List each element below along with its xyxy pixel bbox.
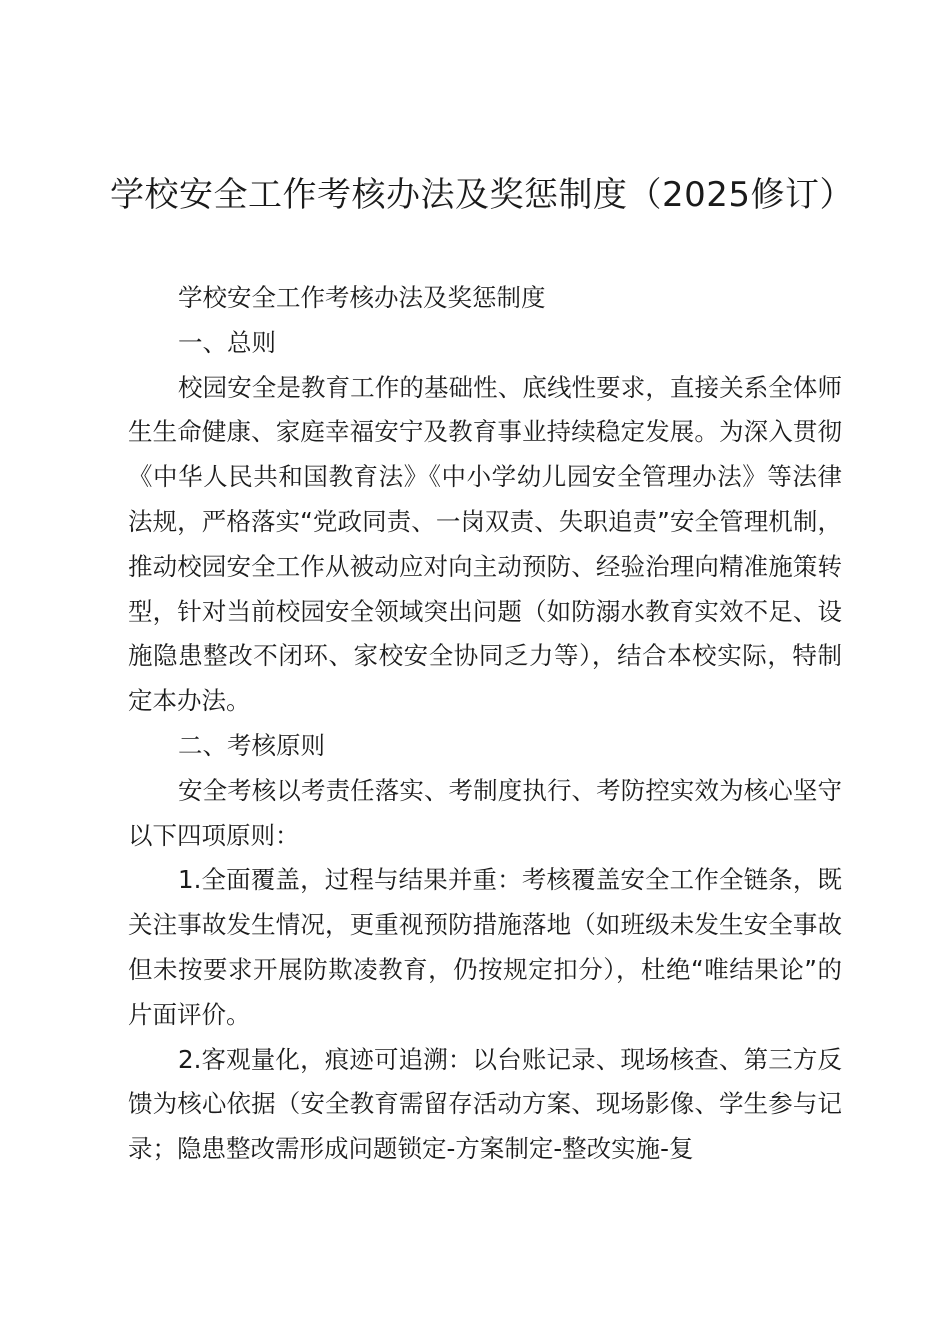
document-body	[128, 276, 842, 1172]
paragraph-principles-intro: 安全考核以考责任落实、考制度执行、考防控实效为核心坚守以下四项原则：	[128, 775, 842, 850]
document-title: 学校安全工作考核办法及奖惩制度（2025修订）	[110, 175, 855, 215]
section-heading-general: 一、总则	[178, 327, 276, 357]
paragraph-principle-1: 1.全面覆盖，过程与结果并重：考核覆盖安全工作全链条，既关注事故发生情况，更重视预防措施落地（如班级未发生安全事故但未按要求开展防欺凌教育，仍按规定扣分），杜绝“唯结果论”的片面评价。	[128, 865, 842, 1029]
paragraph-principle-2: 2.客观量化，痕迹可追溯：以台账记录、现场核查、第三方反馈为核心依据（安全教育需留存活动方案、现场影像、学生参与记录；隐患整改需形成问题锁定-方案制定-整改实施-复	[128, 1044, 842, 1164]
paragraph-general-intro: 校园安全是教育工作的基础性、底线性要求，直接关系全体师生生命健康、家庭幸福安宁及教育事业持续稳定发展。为深入贯彻《中华人民共和国教育法》《中小学幼儿园安全管理办法》等法律法规，严格落实“党政同责、一岗双责、失职追责”安全管理机制，推动校园安全工作从被动应对向主动预防、经验治理向精准施策转型，针对当前校园安全领域突出问题（如防溺水教育实效不足、设施隐患整改不闭环、家校安全协同乏力等），结合本校实际，特制定本办法。	[128, 372, 842, 716]
section-heading-principles: 二、考核原则	[178, 730, 325, 760]
document-subtitle: 学校安全工作考核办法及奖惩制度	[178, 283, 546, 312]
